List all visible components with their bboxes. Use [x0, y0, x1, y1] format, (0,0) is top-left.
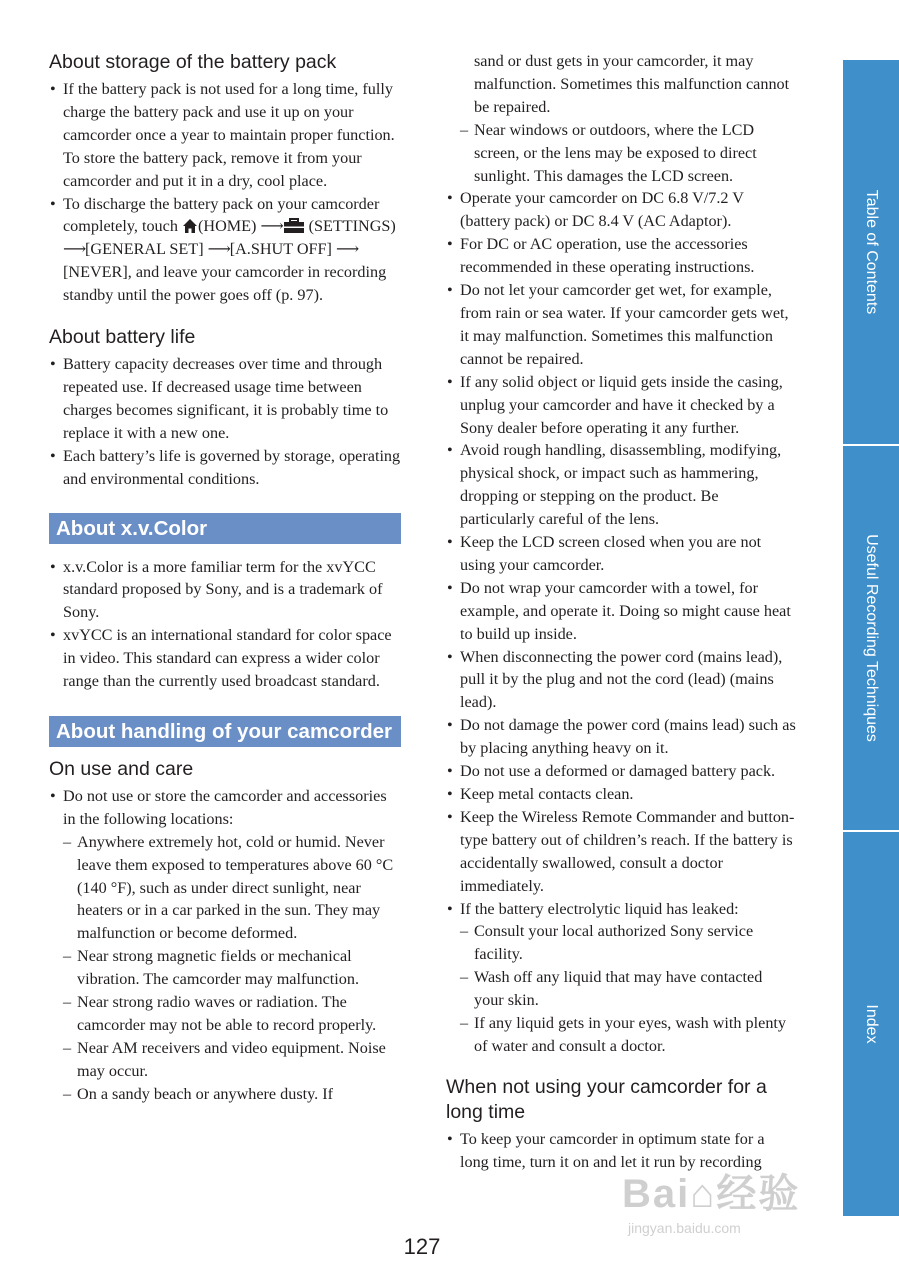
list-item: • When disconnecting the power cord (mains lead), pull it by the plug and not the cord (lead) (mains lead).	[446, 646, 796, 715]
page-number: 127	[403, 1234, 441, 1259]
tab-label: Useful Recording Techniques	[863, 534, 880, 742]
list-item: – Near AM receivers and video equipment. Noise may occur.	[49, 1037, 401, 1083]
xvcolor-list	[49, 556, 401, 693]
list-item: • Do not wrap your camcorder with a towel, for example, and operate it. Doing so might cause heat to build up inside.	[446, 577, 796, 646]
list-item: sand or dust gets in your camcorder, it may malfunction. Sometimes this malfunction cannot be repaired.	[474, 52, 790, 116]
text: [NEVER], and leave your camcorder in recording standby until the power goes off (p. 97).	[63, 263, 387, 305]
list-item: • If the battery pack is not used for a long time, fully charge the battery pack and use it up on your camcorder once a year to maintain proper function. To store the battery pack, remove it from your camcorder and put it in a dry, cool place.	[49, 78, 401, 193]
text: To discharge the battery pack on your camcorder completely, touch	[63, 194, 380, 236]
list-item: • Keep the Wireless Remote Commander and button-type battery out of children’s reach. If the battery is accidentally swallowed, consult a doctor immediately.	[446, 806, 796, 898]
list-item: • Avoid rough handling, disassembling, modifying, physical shock, or impact such as hammering, dropping or stepping on the product. Be particularly careful of the lens.	[446, 439, 796, 531]
list-item: • Do not damage the power cord (mains lead) such as by placing anything heavy on it.	[446, 714, 796, 760]
left-column	[49, 50, 401, 1106]
list-item: – Consult your local authorized Sony service facility.	[446, 920, 796, 966]
tab-label: Table of Contents	[863, 189, 880, 315]
tab-useful-recording-techniques[interactable]	[843, 444, 899, 830]
list-item: – Near windows or outdoors, where the LCD screen, or the lens may be exposed to direct sunlight. This damages the LCD screen.	[446, 119, 796, 188]
storage-list	[49, 78, 401, 307]
list-item: • Operate your camcorder on DC 6.8 V/7.2 V (battery pack) or DC 8.4 V (AC Adaptor).	[446, 187, 796, 233]
tab-label: Index	[863, 1004, 880, 1044]
list-item: • If any solid object or liquid gets inside the casing, unplug your camcorder and have it checked by a Sony dealer before operating it any further.	[446, 371, 796, 440]
right-column	[446, 50, 796, 1174]
text: (SETTINGS)	[308, 217, 396, 236]
side-tabs	[843, 58, 899, 1216]
battery-life-heading: About battery life	[49, 326, 196, 349]
list-item: • Each battery’s life is governed by storage, operating and environmental conditions.	[49, 445, 401, 491]
list-item: • Do not use or store the camcorder and accessories in the following locations:	[49, 785, 401, 831]
use-list	[49, 785, 401, 1106]
arrow-right-icon: ⟶	[260, 217, 284, 236]
not-using-heading: When not using your camcorder for a long time	[446, 1075, 767, 1123]
use-list-continued	[446, 50, 796, 1058]
list-item: • Keep metal contacts clean.	[446, 783, 796, 806]
text: [GENERAL SET]	[85, 240, 204, 259]
xvcolor-section-heading: About x.v.Color	[49, 513, 401, 544]
storage-heading: About storage of the battery pack	[49, 51, 337, 73]
list-item: – Near strong radio waves or radiation. The camcorder may not be able to record properly.	[49, 991, 401, 1037]
list-item: – If any liquid gets in your eyes, wash with plenty of water and consult a doctor.	[446, 1012, 796, 1058]
list-item: • x.v.Color is a more familiar term for the xvYCC standard proposed by Sony, and is a trademark of Sony.	[49, 556, 401, 625]
toolbox-settings-icon	[283, 218, 305, 234]
arrow-right-icon: ⟶	[335, 240, 360, 259]
watermark-logo: Bai⌂经验 jingyan.baidu.com	[622, 1172, 801, 1236]
list-item	[49, 193, 401, 308]
list-item: – Anywhere extremely hot, cold or humid. Never leave them exposed to temperatures above 60 °C (140 °F), such as under direct sunlight, near heaters or in a car parked in the sun. They may malfunction or become deformed.	[49, 831, 401, 946]
tab-index[interactable]	[843, 830, 899, 1216]
list-item: – On a sandy beach or anywhere dusty. If	[49, 1083, 401, 1106]
list-item: • For DC or AC operation, use the accessories recommended in these operating instructions.	[446, 233, 796, 279]
list-item: • If the battery electrolytic liquid has leaked:	[446, 898, 796, 921]
arrow-right-icon: ⟶	[207, 240, 231, 259]
list-item: • To keep your camcorder in optimum state for a long time, turn it on and let it run by recording	[446, 1128, 796, 1174]
list-item: • Do not use a deformed or damaged battery pack.	[446, 760, 796, 783]
tab-table-of-contents[interactable]	[843, 58, 899, 444]
list-item: • xvYCC is an international standard for color space in video. This standard can express a wider color range than the currently used broadcast standard.	[49, 624, 401, 693]
handling-section-heading: About handling of your camcorder	[49, 716, 401, 747]
home-icon	[182, 218, 198, 234]
text: (HOME)	[197, 217, 257, 236]
list-item: – Near strong magnetic fields or mechanical vibration. The camcorder may malfunction.	[49, 945, 401, 991]
list-item: • Keep the LCD screen closed when you are not using your camcorder.	[446, 531, 796, 577]
list-item: • Battery capacity decreases over time and through repeated use. If decreased usage time between charges becomes significant, it is probably time to replace it with a new one.	[49, 353, 401, 445]
list-item: – Wash off any liquid that may have contacted your skin.	[446, 966, 796, 1012]
battery-life-list	[49, 353, 401, 490]
arrow-right-icon: ⟶	[63, 240, 87, 259]
list-item: • Do not let your camcorder get wet, for example, from rain or sea water. If your camcorder gets wet, it may malfunction. Sometimes this malfunction cannot be repaired.	[446, 279, 796, 371]
use-and-care-heading: On use and care	[49, 757, 194, 780]
text: [A.SHUT OFF]	[229, 240, 332, 259]
